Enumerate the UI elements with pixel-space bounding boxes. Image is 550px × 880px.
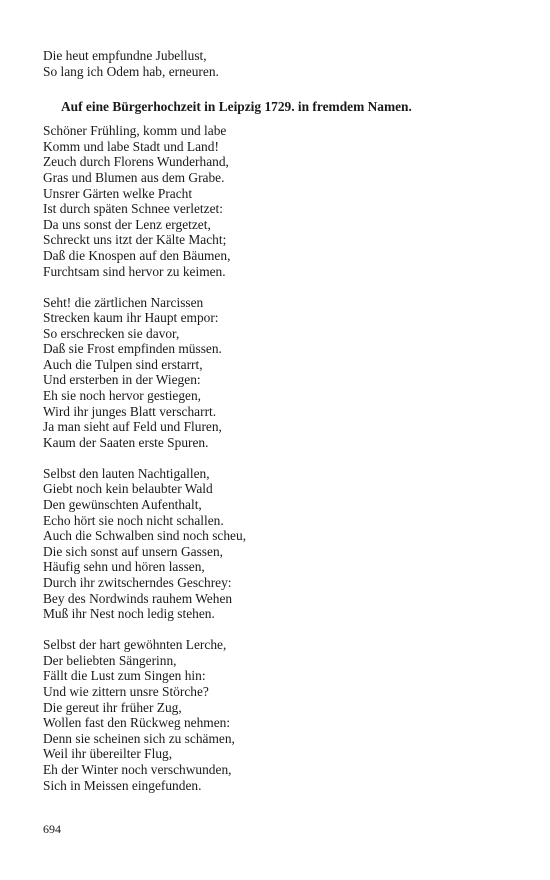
stanza-2 (43, 295, 513, 451)
verse-line: Kaum der Saaten erste Spuren. (43, 434, 209, 450)
verse-line: Die sich sonst auf unsern Gassen, (43, 543, 223, 559)
verse-line: Zeuch durch Florens Wunderhand, (43, 154, 229, 170)
verse-line: Strecken kaum ihr Haupt empor: (43, 310, 219, 326)
page-number: 694 (43, 822, 61, 836)
verse-line: Da uns sonst der Lenz ergetzet, (43, 216, 211, 232)
verse-line: Durch ihr zwitscherndes Geschrey: (43, 575, 232, 590)
verse-line: Sich in Meissen eingefunden. (43, 777, 202, 793)
document-page (43, 48, 513, 793)
verse-line: Den gewünschten Aufenthalt, (43, 497, 202, 513)
verse-line: Weil ihr übereilter Flug, (43, 746, 173, 762)
verse-line: Wird ihr junges Blatt verscharrt. (43, 403, 217, 419)
verse-line: Unsrer Gärten welke Pracht (43, 185, 193, 201)
verse-line: Selbst den lauten Nachtigallen, (43, 465, 210, 481)
verse-line: Auch die Schwalben sind noch scheu, (43, 528, 247, 544)
verse-line: Fällt die Lust zum Singen hin: (43, 668, 206, 684)
stanza-3 (43, 466, 513, 622)
verse-line: Bey des Nordwinds rauhem Wehen (43, 590, 233, 606)
verse-line: Ist durch späten Schnee verletzet: (43, 201, 223, 217)
verse-line: Seht! die zärtlichen Narcissen (43, 294, 204, 310)
verse-line: Schöner Frühling, komm und labe (43, 123, 227, 139)
verse-line: Furchtsam sind hervor zu keimen. (43, 263, 226, 279)
verse-line: Und wie zittern unsre Störche? (43, 683, 209, 699)
verse-line: Eh sie noch hervor gestiegen, (43, 388, 202, 404)
verse-line: Ja man sieht auf Feld und Fluren, (43, 419, 222, 435)
verse-line: Denn sie scheinen sich zu schämen, (43, 730, 235, 746)
verse-line: Selbst der hart gewöhnten Lerche, (43, 637, 227, 653)
verse-line: Komm und labe Stadt und Land! (43, 138, 219, 154)
verse-line: Muß ihr Nest noch ledig stehen. (43, 606, 215, 622)
verse-line: Und ersterben in der Wiegen: (43, 372, 201, 388)
verse-line: Schreckt uns itzt der Kälte Macht; (43, 232, 227, 248)
stanza-1 (43, 123, 513, 279)
verse-line: Eh der Winter noch verschwunden, (43, 761, 232, 777)
verse-line: So erschrecken sie davor, (43, 325, 180, 341)
poem-title: Auf eine Bürgerhochzeit in Leipzig 1729. in fremdem Namen. (61, 99, 412, 115)
stanza-4 (43, 637, 513, 793)
verse-line: Echo hört sie noch nicht schallen. (43, 512, 224, 528)
poem-body (43, 123, 513, 793)
intro-lines (43, 48, 513, 79)
verse-line: Die gereut ihr früher Zug, (43, 699, 182, 715)
verse-line: Daß sie Frost empfinden müssen. (43, 341, 222, 357)
verse-line: Gras und Blumen aus dem Grabe. (43, 169, 225, 185)
verse-line: Der beliebten Sängerinn, (43, 652, 177, 668)
verse-line: Wollen fast den Rückweg nehmen: (43, 715, 231, 731)
verse-line: Giebt noch kein belaubter Wald (43, 481, 213, 497)
verse-line: Auch die Tulpen sind erstarrt, (43, 356, 203, 372)
verse-line: Daß die Knospen auf den Bäumen, (43, 247, 231, 263)
intro-line: So lang ich Odem hab, erneuren. (43, 63, 219, 79)
intro-line: Die heut empfundne Jubellust, (43, 48, 207, 63)
verse-line: Häufig sehn und hören lassen, (43, 559, 205, 575)
